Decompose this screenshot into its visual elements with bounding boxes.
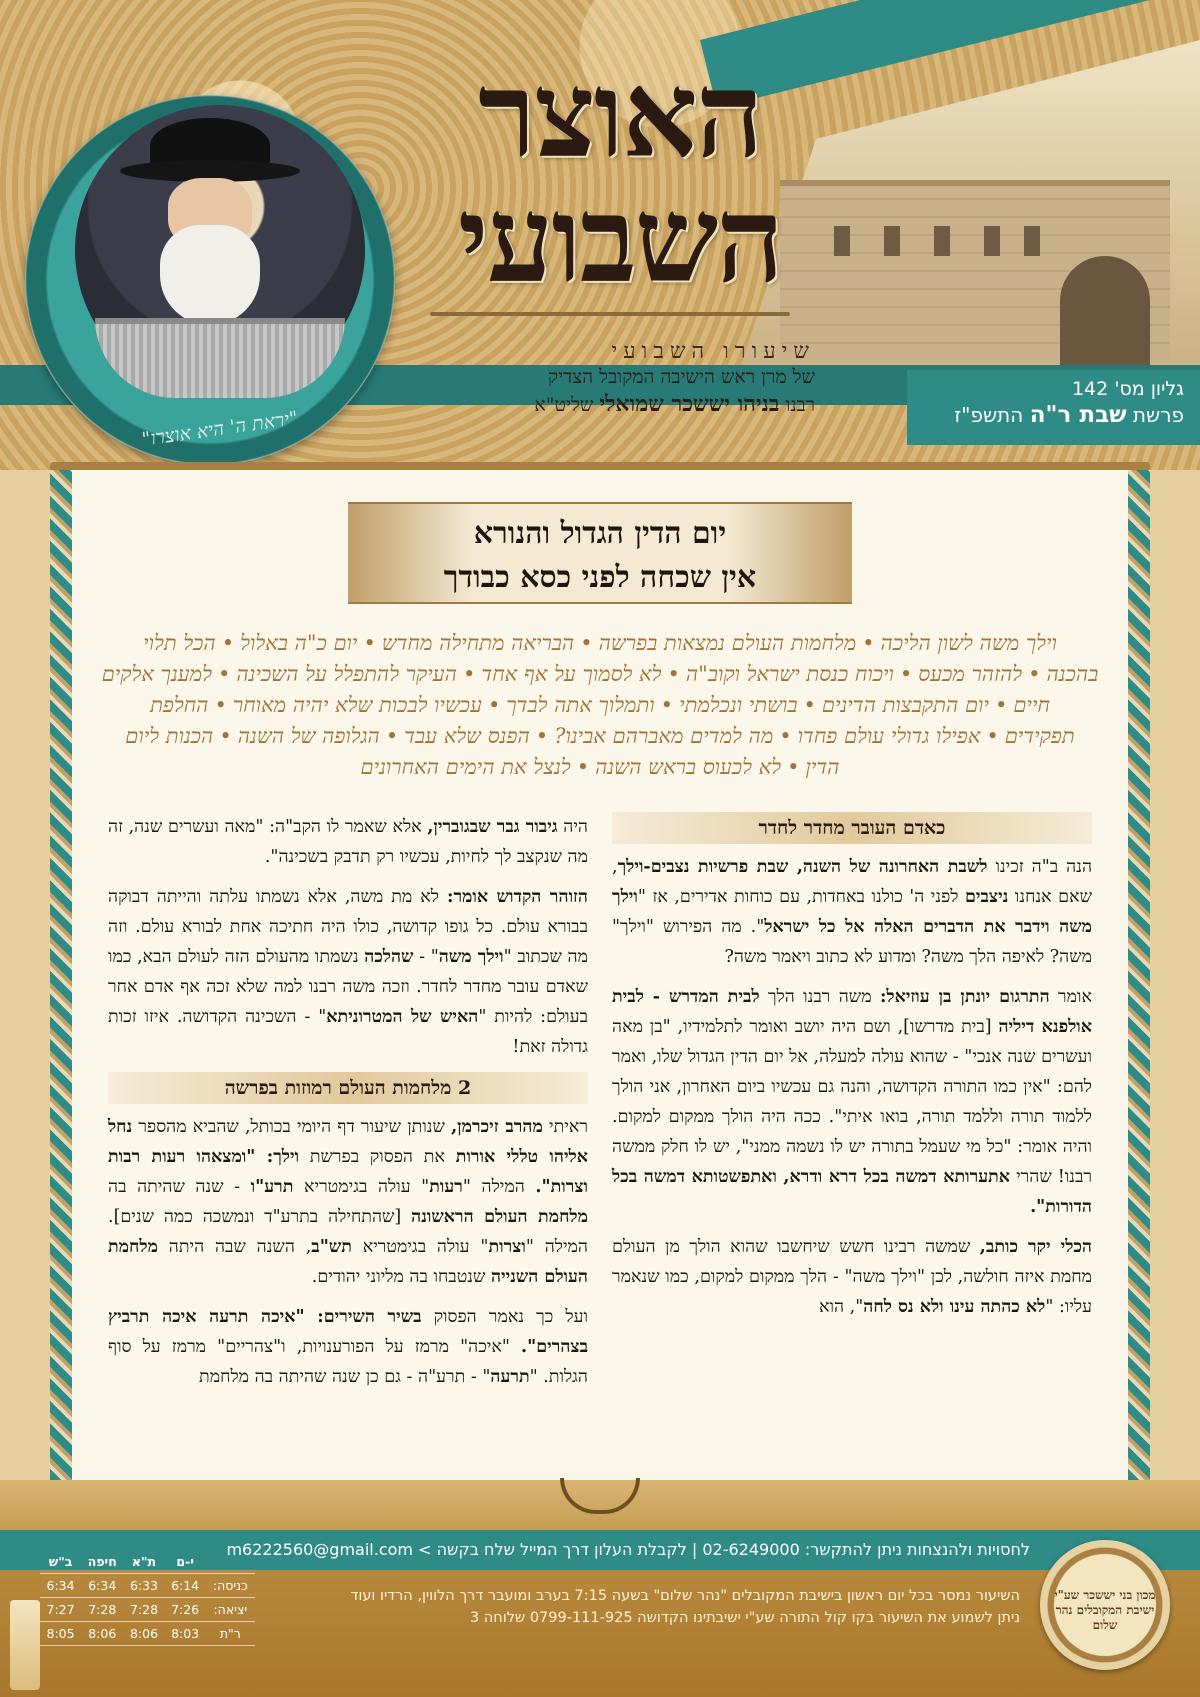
topic-separator: •	[221, 631, 235, 655]
times-cell: 8:06	[123, 1622, 164, 1646]
times-cell: 7:27	[40, 1598, 81, 1622]
topic-separator: •	[217, 662, 231, 686]
masthead-title-line1: האוצר	[478, 45, 762, 184]
text-run: שמשה רבינו חשש שיחשבו שהוא הולך מן העולם מחמת איזה חולשה, לכן "וילך משה" - הלך ממקום למקום, כמו שנאמר עליו: "	[612, 1237, 1092, 1317]
bold-text: הכלי יקר כותב,	[979, 1237, 1092, 1257]
text-run: - שנה שהיתה בה	[108, 1177, 251, 1197]
bold-text: לשבת האחרונה של השנה, שבת פרשיות נצבים-וילך	[617, 857, 988, 877]
times-cell: 7:26	[165, 1598, 206, 1622]
text-run: שנטבחו בה מליוני יהודים.	[311, 1267, 491, 1287]
building-window	[1024, 226, 1040, 256]
bold-text: נחל אליהו טללי אורות	[108, 1117, 588, 1167]
bold-text: התרגום יונתן בן עוזיאל:	[879, 987, 1050, 1007]
paragraph	[612, 1232, 1092, 1322]
topic-item: להזהר מכעס	[918, 662, 1023, 686]
times-cell: 8:03	[165, 1622, 206, 1646]
teacher-line	[395, 391, 815, 417]
article-column-left	[108, 812, 588, 1402]
text-run: , השנה שבה היתה	[157, 1237, 312, 1257]
bold-text: הזוהר הקדוש אומר:	[446, 887, 588, 907]
times-cell: 6:34	[81, 1574, 123, 1598]
times-row	[40, 1598, 255, 1622]
text-run: " - השכינה הקדושה. איזו זכות גדולה זאת!	[108, 1007, 588, 1057]
times-cell: 8:06	[81, 1622, 123, 1646]
medallion-motto: "יראת ה' היא אוצרו"	[140, 407, 300, 451]
times-column-header: ב"ש	[40, 1550, 81, 1574]
topic-item: מה למדים מאברהם אבינו?	[554, 724, 774, 748]
times-column-header: י-ם	[165, 1550, 206, 1574]
topic-separator: •	[385, 724, 399, 748]
seal-text: מכון בני יששכר שע"י ישיבת המקובלים נהר שלום	[1054, 1588, 1156, 1632]
building-window	[834, 226, 850, 256]
bold-text: תרעה	[490, 1367, 530, 1387]
times-cell: 8:05	[40, 1622, 81, 1646]
text-run: היה	[557, 817, 588, 837]
times-row	[40, 1622, 255, 1646]
topic-separator: •	[667, 662, 680, 686]
times-body	[40, 1574, 255, 1646]
topic-item: העיקר להתפלל על השכינה	[236, 662, 457, 686]
text-run: " עולה בגימטריא	[351, 1237, 489, 1257]
section-title: 2 מלחמות העולם רמוזות בפרשה	[108, 1072, 588, 1104]
text-run: לא מת משה, אלא נשמתו עלתה והייתה דבוקה בבורא עולם. כל גופו קדושה, כולו היה חתיכה אחת לבורא עולם. וזה מה שכתוב "	[108, 887, 588, 967]
bold-text: אתערותא דמשה בכל דרא ודרא, ואתפשטותא דמשה בכל הדורות".	[612, 1167, 1092, 1217]
teacher-title: של מרן ראש הישיבה המקובל הצדיק	[547, 366, 815, 388]
bold-text: ניצבים	[964, 887, 1009, 907]
building-gate	[1060, 256, 1150, 366]
text-run: , שאם אנחנו	[612, 857, 1092, 907]
times-row-label: יציאה:	[206, 1598, 255, 1622]
topic-separator: •	[462, 662, 476, 686]
times-column-header: חיפה	[81, 1550, 123, 1574]
topic-separator: •	[787, 755, 800, 779]
text-run: הנה ב"ה זכינו	[987, 857, 1093, 877]
text-run: המילה "	[462, 1177, 536, 1197]
times-header-row	[40, 1550, 255, 1574]
issue-year: התשפ"ז	[954, 403, 1024, 427]
topic-separator: •	[363, 631, 376, 655]
topic-separator: •	[576, 755, 590, 779]
times-cell: 6:34	[40, 1574, 81, 1598]
times-cell: 7:28	[81, 1598, 123, 1622]
teacher-suffix: שליט"א	[534, 394, 594, 416]
rope-border-right	[1128, 470, 1150, 1480]
headline-line1: יום הדין הגדול והנורא	[473, 516, 727, 551]
shabbat-times-table	[40, 1550, 255, 1646]
bold-text: רעות	[429, 1177, 463, 1197]
topic-separator: •	[986, 724, 999, 748]
rope-border-left	[50, 470, 72, 1480]
bold-text: מהרב זיכרמן,	[451, 1117, 543, 1137]
paragraph	[108, 812, 588, 872]
bold-text: בשיר השירים: "איכה תרעה איכה תרביץ בצהרים".	[108, 1307, 588, 1357]
times-cell: 6:14	[165, 1574, 206, 1598]
subtitle-block	[395, 338, 815, 417]
series-name: שיעורו השבועי	[611, 339, 815, 364]
parasha-prefix: פרשת	[1132, 403, 1184, 427]
text-run: משה רבנו הלך	[759, 987, 880, 1007]
issue-parasha	[923, 402, 1184, 428]
times-row-label: ר"ת	[206, 1622, 255, 1646]
topic-item: ותמלוך אתה לבדך	[506, 693, 655, 717]
headline-line2: אין שכחה לפני כסא כבודך	[443, 560, 757, 595]
bold-text: וצרות	[488, 1237, 526, 1257]
rabbi-beard	[160, 225, 260, 325]
topic-item: הגלופה של השנה	[237, 724, 380, 748]
topic-item: עכשיו לבכות שלא יהיה מאוחר	[232, 693, 482, 717]
candles-icon	[10, 1600, 40, 1690]
text-run: נשמתו מהעולם הזה לעולם הבא, כמו שאדם עובר מחדר לחדר. וזכה משה רבנו למה שלא זכה אף אדם אחר בעולם: להיות "	[108, 947, 589, 1027]
topic-separator: •	[219, 724, 232, 748]
yeshiva-building-image	[780, 180, 1170, 360]
bold-text: וילך משה	[438, 947, 504, 967]
times-cell: 6:33	[123, 1574, 164, 1598]
bold-text: שהלכה	[364, 947, 414, 967]
text-run: " עולה בגימטריא	[293, 1177, 430, 1197]
bold-text: תש"ב	[311, 1237, 352, 1257]
header	[0, 0, 1200, 470]
bold-text: מלחמת העולם השנייה	[108, 1237, 588, 1287]
text-run: את הפסוק בפרשת	[299, 1147, 456, 1167]
topic-item: לא לכעוס בראש השנה	[595, 755, 782, 779]
bold-text: האיש של המטרוניתא	[326, 1007, 479, 1027]
topic-item: הפנס שלא עבד	[404, 724, 530, 748]
parasha-name: שבת ר"ה	[1029, 402, 1127, 428]
topic-item: אפילו גדולי עולם פחדו	[797, 724, 981, 748]
topic-item: לנצל את הימים האחרונים	[360, 755, 571, 779]
topic-separator: •	[862, 631, 875, 655]
bold-text: תרע"ו	[250, 1177, 294, 1197]
times-column-header	[206, 1550, 255, 1574]
building-window	[984, 226, 1000, 256]
title-flourish	[430, 312, 790, 316]
topic-separator: •	[580, 631, 593, 655]
text-run: שנותן שיעור דף היומי בכותל, שהביא מהספר	[132, 1117, 452, 1137]
footer-info-line: השיעור נמסר בכל יום ראשון בישיבת המקובלים "נהר שלום" בשעה 7:15 בערב ומועבר דרך הלווין, הרדיו ועוד	[350, 1588, 1020, 1604]
topic-item: הכל תלוי בהכנה	[143, 631, 1099, 686]
text-run: ". מה הפירוש "וילך" משה? לאיפה הלך משה? ומדוע לא כתוב ויאמר משה?	[612, 917, 1092, 967]
topic-item: הכנות ליום הדין	[125, 724, 840, 779]
text-run: "איכה" מרמז על הפורענויות, ו"צהריים" מרמז על סוף הגלות. "	[108, 1337, 588, 1387]
topic-item: בושתי ונכלמתי	[679, 693, 798, 717]
text-run: לפני ה' כולנו באחדות, עם כוחות אדירים, אז "	[637, 887, 965, 907]
topic-item: הבריאה מתחילה מחדש	[381, 631, 575, 655]
paragraph	[612, 852, 1092, 972]
issue-number: גליון מס' 142	[1071, 378, 1184, 400]
footer-info	[260, 1585, 1020, 1629]
paragraph	[108, 1112, 588, 1292]
topic-separator: •	[535, 724, 549, 748]
text-run: [בית מדרשו], ושם היה יושב ואומר לתלמידיו, "בן מאה ועשרים שנה אנכי" - שהוא עולה למעלה, אל יום הדין הגדול שלו, ואמר להם: "אין כמו התורה הקדושה, והנה גם עכשיו ביום האחרון, אני הולך ללמוד תורה וללמד תורה, בואו איתי". ככה היה הולך ממקום למקום. והיה אומר: "כל מי שעמל בתורה יש לו נשמה ממני", יש לו חלק ממשה רבנו! שהרי	[612, 1017, 1093, 1187]
topic-separator: •	[214, 693, 227, 717]
text-run: ", הוא	[819, 1297, 864, 1317]
topic-separator: •	[660, 693, 674, 717]
building-window	[934, 226, 950, 256]
times-row-label: כניסה:	[206, 1574, 255, 1598]
bold-text: לבית המדרש - לבית אולפנא דיליה	[612, 987, 1092, 1037]
bold-text: וילך משה וידבר את הדברים האלה אל כל ישראל	[612, 887, 1092, 937]
text-run: " -	[413, 947, 439, 967]
masthead-title-line2: השבועי	[457, 170, 783, 309]
topic-separator: •	[779, 724, 792, 748]
topic-item: החלפת תפקידים	[150, 693, 1075, 748]
topic-item: יום התקבצות הדינים	[821, 693, 989, 717]
topic-item: ויכוח כנסת ישראל וקוב"ה	[685, 662, 894, 686]
topic-separator: •	[994, 693, 1008, 717]
topic-item: יום כ"ה באלול	[240, 631, 358, 655]
text-run: אומר	[1049, 987, 1092, 1007]
topic-item: מלחמות העולם נמצאות בפרשה	[598, 631, 857, 655]
paragraph	[612, 982, 1092, 1222]
footer-info-line: ניתן לשמוע את השיעור בקו קול התורה שע"י ישיבתינו הקדושה 0799-111-925 שלוחה 3	[469, 1610, 1020, 1626]
teacher-name: בניהו יששכר שמואלי	[599, 391, 780, 417]
topic-separator: •	[487, 693, 501, 717]
text-run: אלא שאמר לו הקב"ה: "מאה ועשרים שנה, זה מה שנקצב לך לחיות, עכשיו רק תדבק בשכינה".	[108, 817, 588, 867]
topic-separator: •	[803, 693, 816, 717]
text-run: [שהתחילה בתרע"ד ונמשכה כמה שנים]. המילה "	[108, 1207, 588, 1257]
headline-box	[348, 502, 852, 604]
paragraph	[108, 1302, 588, 1392]
section-title: כאדם העובר מחדר לחדר	[612, 812, 1092, 844]
text-run: " - תרע"ה - גם כן שנה שהיתה בה מלחמת	[199, 1367, 491, 1387]
topic-separator: •	[1028, 662, 1041, 686]
issue-box	[907, 370, 1200, 445]
text-run: ראיתי	[542, 1117, 588, 1137]
times-column-header: ת"א	[123, 1550, 164, 1574]
bold-text: מלחמת העולם הראשונה	[411, 1207, 588, 1227]
teacher-prefix: רבנו	[785, 394, 815, 416]
topic-separator: •	[899, 662, 913, 686]
times-row	[40, 1574, 255, 1598]
topic-item: וילך משה לשון הליכה	[880, 631, 1057, 655]
topic-item: לא לסמוך על אף אחד	[481, 662, 662, 686]
bold-text: גיבור גבר שבגוברין,	[427, 817, 558, 837]
bold-text: וילך: "ומצאהו רעות רבות וצרות".	[108, 1147, 588, 1197]
article-column-right	[612, 812, 1092, 1332]
topics-list	[100, 628, 1100, 783]
contact-bar: לחסויות ולהנצחות ניתן להתקשר: 02-6249000 | לקבלת העלון דרך המייל שלח בקשה > m6222560@gmail.com	[0, 1530, 1200, 1570]
text-run: ועל כך נאמר הפסוק	[421, 1307, 588, 1327]
paragraph	[108, 882, 588, 1062]
times-cell: 7:28	[123, 1598, 164, 1622]
topic-item: למענך אלקים חיים	[101, 662, 1050, 717]
building-window	[884, 226, 900, 256]
bold-text: לא כהתה עינו ולא נס לחה	[863, 1297, 1046, 1317]
